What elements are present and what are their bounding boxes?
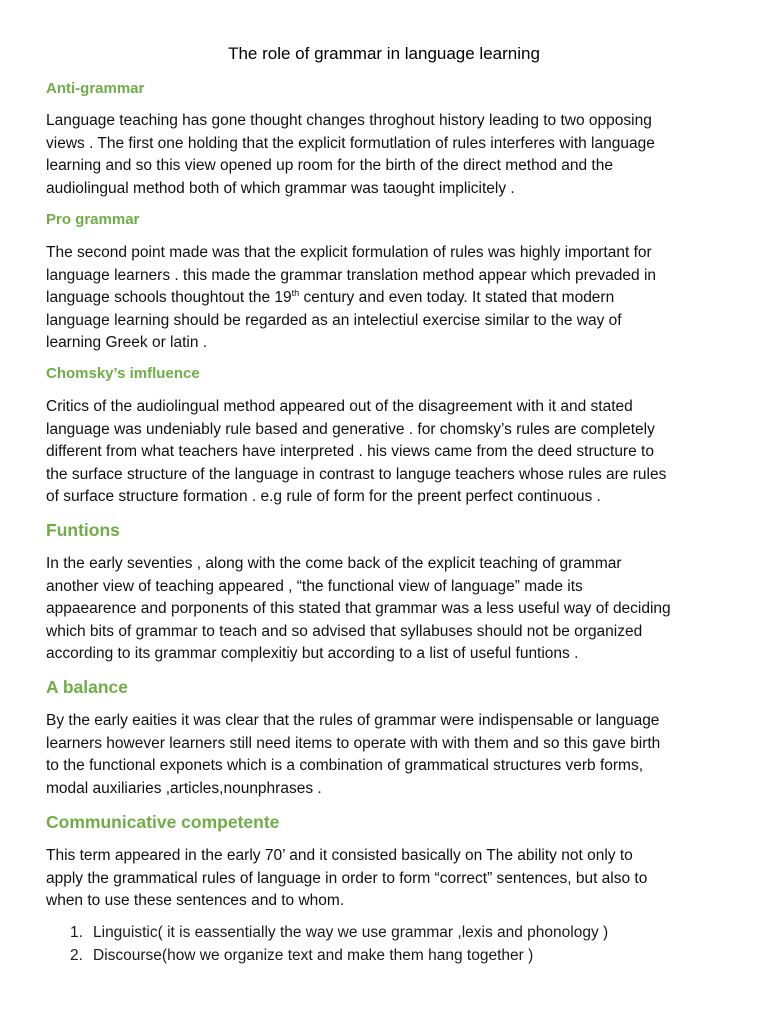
heading-communicative-competente: Communicative competente	[46, 812, 280, 832]
list-item-text: Discourse(how we organize text and make them hang together )	[93, 946, 534, 964]
text-line: language learners . this made the grammar translation method appear which prevaded in	[46, 266, 657, 284]
heading-chomsky: Chomsky’s imfluence	[46, 365, 200, 382]
text-line: appaearence and porponents of this stated that grammar was a less useful way of deciding	[46, 600, 671, 618]
paragraph-anti-grammar	[46, 110, 722, 200]
text-line: In the early seventies , along with the come back of the explicit teaching of grammar	[46, 555, 622, 572]
paragraph-pro-grammar	[46, 242, 722, 355]
text-line: This term appeared in the early 70’ and it consisted basically on The ability not only to	[46, 847, 633, 864]
list-number: 1.	[70, 924, 83, 941]
paragraph-chomsky	[46, 396, 722, 509]
numbered-list	[46, 922, 722, 967]
text-line: Critics of the audiolingual method appeared out of the disagreement with it and stated	[46, 398, 633, 415]
text-line: language learning should be regarded as an intelectiul exercise similar to the way of	[46, 311, 622, 329]
heading-pro-grammar: Pro grammar	[46, 211, 140, 228]
text-line: different from what teachers have interpreted . his views came from the deed structure to	[46, 443, 654, 461]
text-line: views . The first one holding that the explicit formutlation of rules interferes with language	[46, 134, 655, 152]
heading-funtions: Funtions	[46, 520, 120, 540]
text-line	[46, 287, 722, 310]
text-line: another view of teaching appeared , “the functional view of language” made its	[46, 577, 583, 595]
heading-anti-grammar: Anti-grammar	[46, 80, 145, 97]
text-line: according to its grammar complexitiy but according to a list of useful funtions .	[46, 645, 579, 663]
document-title: The role of grammar in language learning	[228, 44, 540, 63]
text-line: of surface structure formation . e.g rule of form for the preent perfect continuous .	[46, 488, 601, 506]
text-line: when to use these sentences and to whom.	[46, 892, 345, 910]
text-line: The second point made was that the explicit formulation of rules was highly important for	[46, 244, 652, 261]
paragraph-funtions	[46, 553, 722, 666]
paragraph-communicative-competente	[46, 845, 722, 913]
list-item-text: Linguistic( it is eassentially the way we use grammar ,lexis and phonology )	[93, 924, 609, 941]
heading-a-balance: A balance	[46, 677, 129, 697]
text-line: audiolingual method both of which grammar was taought implicitely .	[46, 179, 515, 197]
text-line: learning Greek or latin .	[46, 334, 208, 352]
superscript: th	[291, 288, 300, 299]
text-fragment: language schools thoughtout the 19	[46, 289, 292, 307]
text-line: Language teaching has gone thought changes throghout history leading to two opposing	[46, 112, 652, 129]
text-line: learners however learners still need items to operate with with them and so this gave birth	[46, 734, 661, 752]
text-line: the surface structure of the language in contrast to languge teachers whose rules are rules	[46, 465, 667, 483]
text-line: By the early eaities it was clear that the rules of grammar were indispensable or language	[46, 712, 660, 729]
text-line: language was undeniably rule based and generative . for chomsky’s rules are completely	[46, 420, 655, 438]
text-line: modal auxiliaries ,articles,nounphrases .	[46, 779, 322, 797]
text-line: which bits of grammar to teach and so advised that syllabuses should not be organized	[46, 622, 643, 640]
text-line: learning and so this view opened up room for the birth of the direct method and the	[46, 157, 613, 175]
list-item	[46, 922, 722, 945]
text-line: apply the grammatical rules of language in order to form “correct” sentences, but also to	[46, 869, 648, 887]
list-number: 2.	[70, 946, 83, 964]
paragraph-a-balance	[46, 710, 722, 800]
text-line: to the functional exponets which is a combination of grammatical structures verb forms,	[46, 757, 644, 775]
list-item	[46, 945, 722, 968]
text-fragment: century and even today. It stated that modern	[299, 289, 615, 307]
